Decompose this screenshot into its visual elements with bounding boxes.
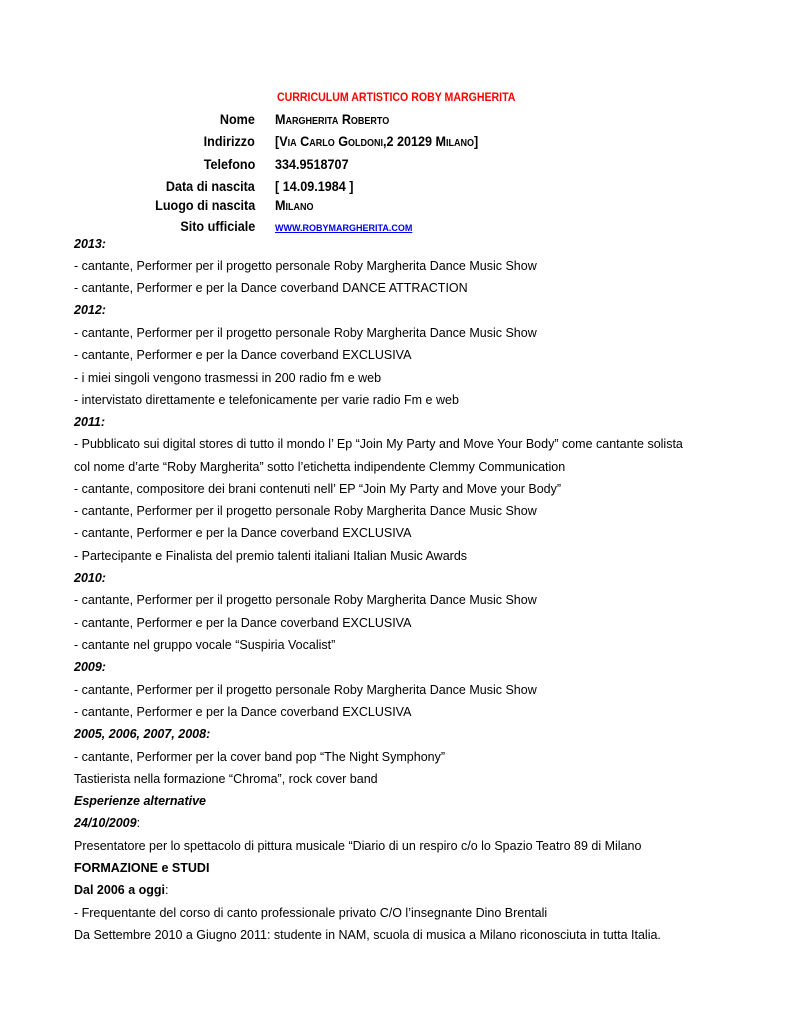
list-item: - cantante, compositore dei brani contenuti nell’ EP “Join My Party and Move your Body” [74,482,562,496]
list-item: col nome d’arte “Roby Margherita” sotto l’etichetta indipendente Clemmy Communication [74,460,566,474]
list-item: - cantante, Performer per il progetto personale Roby Margherita Dance Music Show [74,504,537,518]
esperienze-date-line [74,815,140,831]
year-heading-2009: 2009: [74,660,106,674]
list-item: - cantante, Performer per il progetto personale Roby Margherita Dance Music Show [74,259,537,273]
list-item: - cantante, Performer per la cover band pop “The Night Symphony” [74,750,446,764]
list-item: - cantante, Performer e per la Dance coverband EXCLUSIVA [74,616,412,630]
sito-label: Sito ufficiale [180,218,255,234]
list-item: - cantante, Performer e per la Dance coverband DANCE ATTRACTION [74,281,468,295]
year-heading-2013: 2013: [74,237,106,251]
info-row-luogo-nascita [0,197,791,219]
data-nascita-value: [ 14.09.1984 ] [275,178,354,194]
data-nascita-label: Data di nascita [166,178,255,194]
list-item: - cantante, Performer e per la Dance coverband EXCLUSIVA [74,348,412,362]
list-item: - i miei singoli vengono trasmessi in 200 radio fm e web [74,371,382,385]
year-heading-2012: 2012: [74,303,106,317]
luogo-nascita-label: Luogo di nascita [154,197,255,213]
luogo-nascita-value: Milano [275,197,314,213]
info-row-indirizzo [0,133,791,155]
list-item: - intervistato direttamente e telefonicamente per varie radio Fm e web [74,393,459,407]
info-row-telefono [0,156,791,178]
list-item: Da Settembre 2010 a Giugno 2011: studente in NAM, scuola di musica a Milano riconosciuta in tutta Italia. [74,928,661,942]
list-item: - cantante, Performer per il progetto personale Roby Margherita Dance Music Show [74,683,537,697]
info-row-sito [0,218,791,240]
esperienze-colon: : [136,816,141,830]
list-item: - Partecipante e Finalista del premio talenti italiani Italian Music Awards [74,549,468,563]
list-item: Presentatore per lo spettacolo di pittura musicale “Diario di un respiro c/o lo Spazio Teatro 89 di Milano [74,839,642,853]
list-item: - Frequentante del corso di canto professionale privato C/O l’insegnante Dino Brentali [74,906,548,920]
list-item: Tastierista nella formazione “Chroma”, rock cover band [74,772,378,786]
year-heading-2011: 2011: [74,415,106,429]
sito-link[interactable]: WWW.ROBYMARGHERITA.COM [275,223,413,233]
section-heading-formazione: FORMAZIONE e STUDI [74,861,210,875]
esperienze-date: 24/10/2009 [74,816,137,830]
list-item: - Pubblicato sui digital stores di tutto il mondo l’ Ep “Join My Party and Move Your Body” come cantante solista [74,437,683,451]
year-heading-2010: 2010: [74,571,106,585]
indirizzo-value: [Via Carlo Goldoni,2 20129 Milano] [275,133,479,149]
page-title: CURRICULUM ARTISTICO ROBY MARGHERITA [277,92,516,104]
year-heading-2005-2008: 2005, 2006, 2007, 2008: [74,727,211,741]
telefono-label: Telefono [203,156,255,172]
list-item: - cantante, Performer e per la Dance coverband EXCLUSIVA [74,705,412,719]
formazione-sub-line [74,882,169,898]
list-item: - cantante, Performer per il progetto personale Roby Margherita Dance Music Show [74,593,537,607]
formazione-colon: : [165,883,169,897]
indirizzo-label: Indirizzo [203,133,255,149]
list-item: - cantante, Performer per il progetto personale Roby Margherita Dance Music Show [74,326,537,340]
info-row-nome [0,111,791,133]
section-heading-esperienze: Esperienze alternative [74,794,207,808]
telefono-value: 334.9518707 [275,156,349,172]
nome-label: Nome [219,111,255,127]
list-item: - cantante nel gruppo vocale “Suspiria Vocalist” [74,638,336,652]
formazione-subheading: Dal 2006 a oggi [74,883,166,897]
nome-value: Margherita Roberto [275,111,390,127]
list-item: - cantante, Performer e per la Dance coverband EXCLUSIVA [74,526,412,540]
